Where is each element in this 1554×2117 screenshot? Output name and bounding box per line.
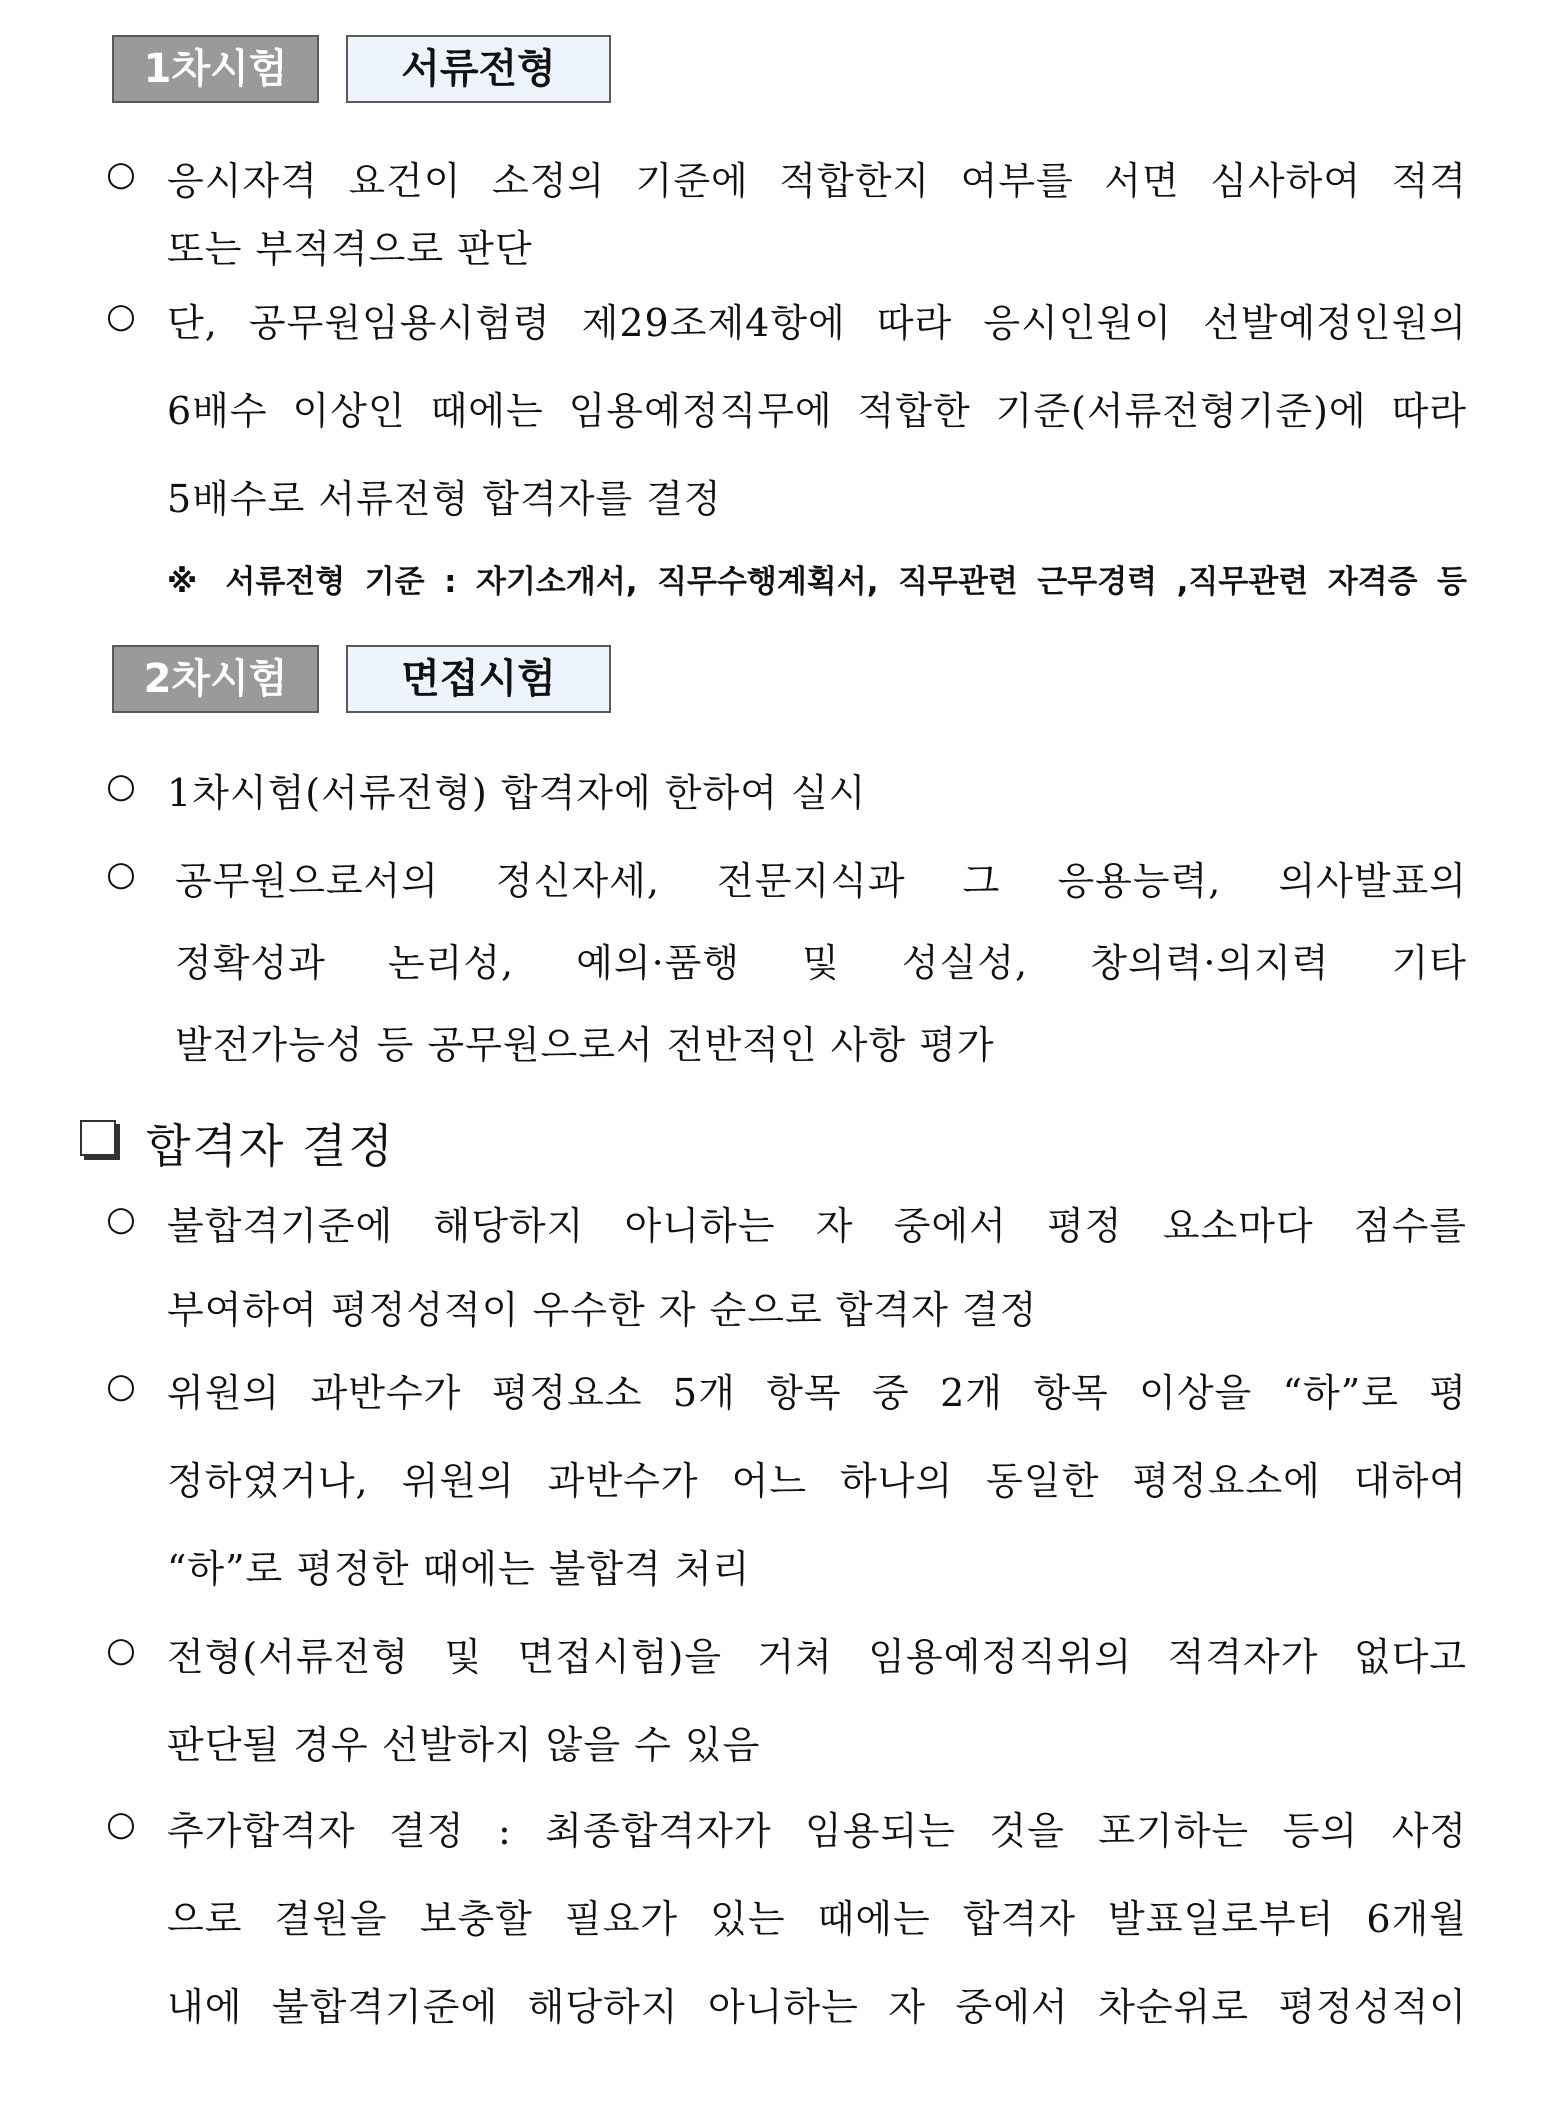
text-line: 6배수 이상인 때에는 임용예정직무에 적합한 기준(서류전형기준)에 따라 bbox=[167, 389, 1467, 433]
bullet-circle-icon: ○ bbox=[106, 1199, 136, 1239]
section-title: 합격자 결정 bbox=[146, 1119, 395, 1173]
stage1-type-label: 서류전형 bbox=[346, 35, 611, 103]
text-line: 판단될 경우 선발하지 않을 수 있음 bbox=[167, 1723, 761, 1767]
text-line: 정하였거나, 위원의 과반수가 어느 하나의 동일한 평정요소에 대하여 bbox=[167, 1459, 1467, 1503]
checkbox-square-icon bbox=[80, 1120, 116, 1156]
text-line: 추가합격자 결정 : 최종합격자가 임용되는 것을 포기하는 등의 사정 bbox=[167, 1809, 1467, 1853]
stage2-type-label: 면접시험 bbox=[346, 645, 611, 713]
text-line: 단, 공무원임용시험령 제29조제4항에 따라 응시인원이 선발예정인원의 bbox=[167, 301, 1467, 345]
text-line: “하”로 평정한 때에는 불합격 처리 bbox=[167, 1547, 751, 1591]
text-line: 내에 불합격기준에 해당하지 아니하는 자 중에서 차순위로 평정성적이 bbox=[167, 1985, 1467, 2029]
text-line: 전형(서류전형 및 면접시험)을 거쳐 임용예정직위의 적격자가 없다고 bbox=[167, 1635, 1467, 1679]
bullet-circle-icon: ○ bbox=[106, 296, 136, 336]
text-line: 부여하여 평정성적이 우수한 자 순으로 합격자 결정 bbox=[167, 1288, 1038, 1332]
text-line: 위원의 과반수가 평정요소 5개 항목 중 2개 항목 이상을 “하”로 평 bbox=[167, 1371, 1467, 1415]
text-line: 정확성과 논리성, 예의·품행 및 성실성, 창의력·의지력 기타 bbox=[175, 941, 1467, 985]
stage1-step-label: 1차시험 bbox=[112, 35, 319, 103]
text-line: 불합격기준에 해당하지 아니하는 자 중에서 평정 요소마다 점수를 bbox=[167, 1204, 1467, 1248]
text-line: 1차시험(서류전형) 합격자에 한하여 실시 bbox=[167, 771, 867, 815]
stage2-step-label: 2차시험 bbox=[112, 645, 319, 713]
text-line: 으로 결원을 보충할 필요가 있는 때에는 합격자 발표일로부터 6개월 bbox=[167, 1897, 1467, 1941]
text-line: 공무원으로서의 정신자세, 전문지식과 그 응용능력, 의사발표의 bbox=[175, 859, 1467, 903]
bullet-circle-icon: ○ bbox=[106, 154, 136, 194]
bullet-circle-icon: ○ bbox=[106, 1630, 136, 1670]
bullet-circle-icon: ○ bbox=[106, 766, 136, 806]
bullet-circle-icon: ○ bbox=[106, 1366, 136, 1406]
text-line: 응시자격 요건이 소정의 기준에 적합한지 여부를 서면 심사하여 적격 bbox=[167, 159, 1467, 203]
bullet-circle-icon: ○ bbox=[106, 1804, 136, 1844]
bullet-circle-icon: ○ bbox=[106, 854, 136, 894]
screening-criteria-note: ※ 서류전형 기준 : 자기소개서, 직무수행계획서, 직무관련 근무경력 ,직무관련 자격증 등 bbox=[167, 564, 1467, 600]
text-line: 또는 부적격으로 판단 bbox=[167, 227, 533, 271]
text-line: 발전가능성 등 공무원으로서 전반적인 사항 평가 bbox=[175, 1023, 995, 1067]
text-line: 5배수로 서류전형 합격자를 결정 bbox=[167, 477, 722, 521]
